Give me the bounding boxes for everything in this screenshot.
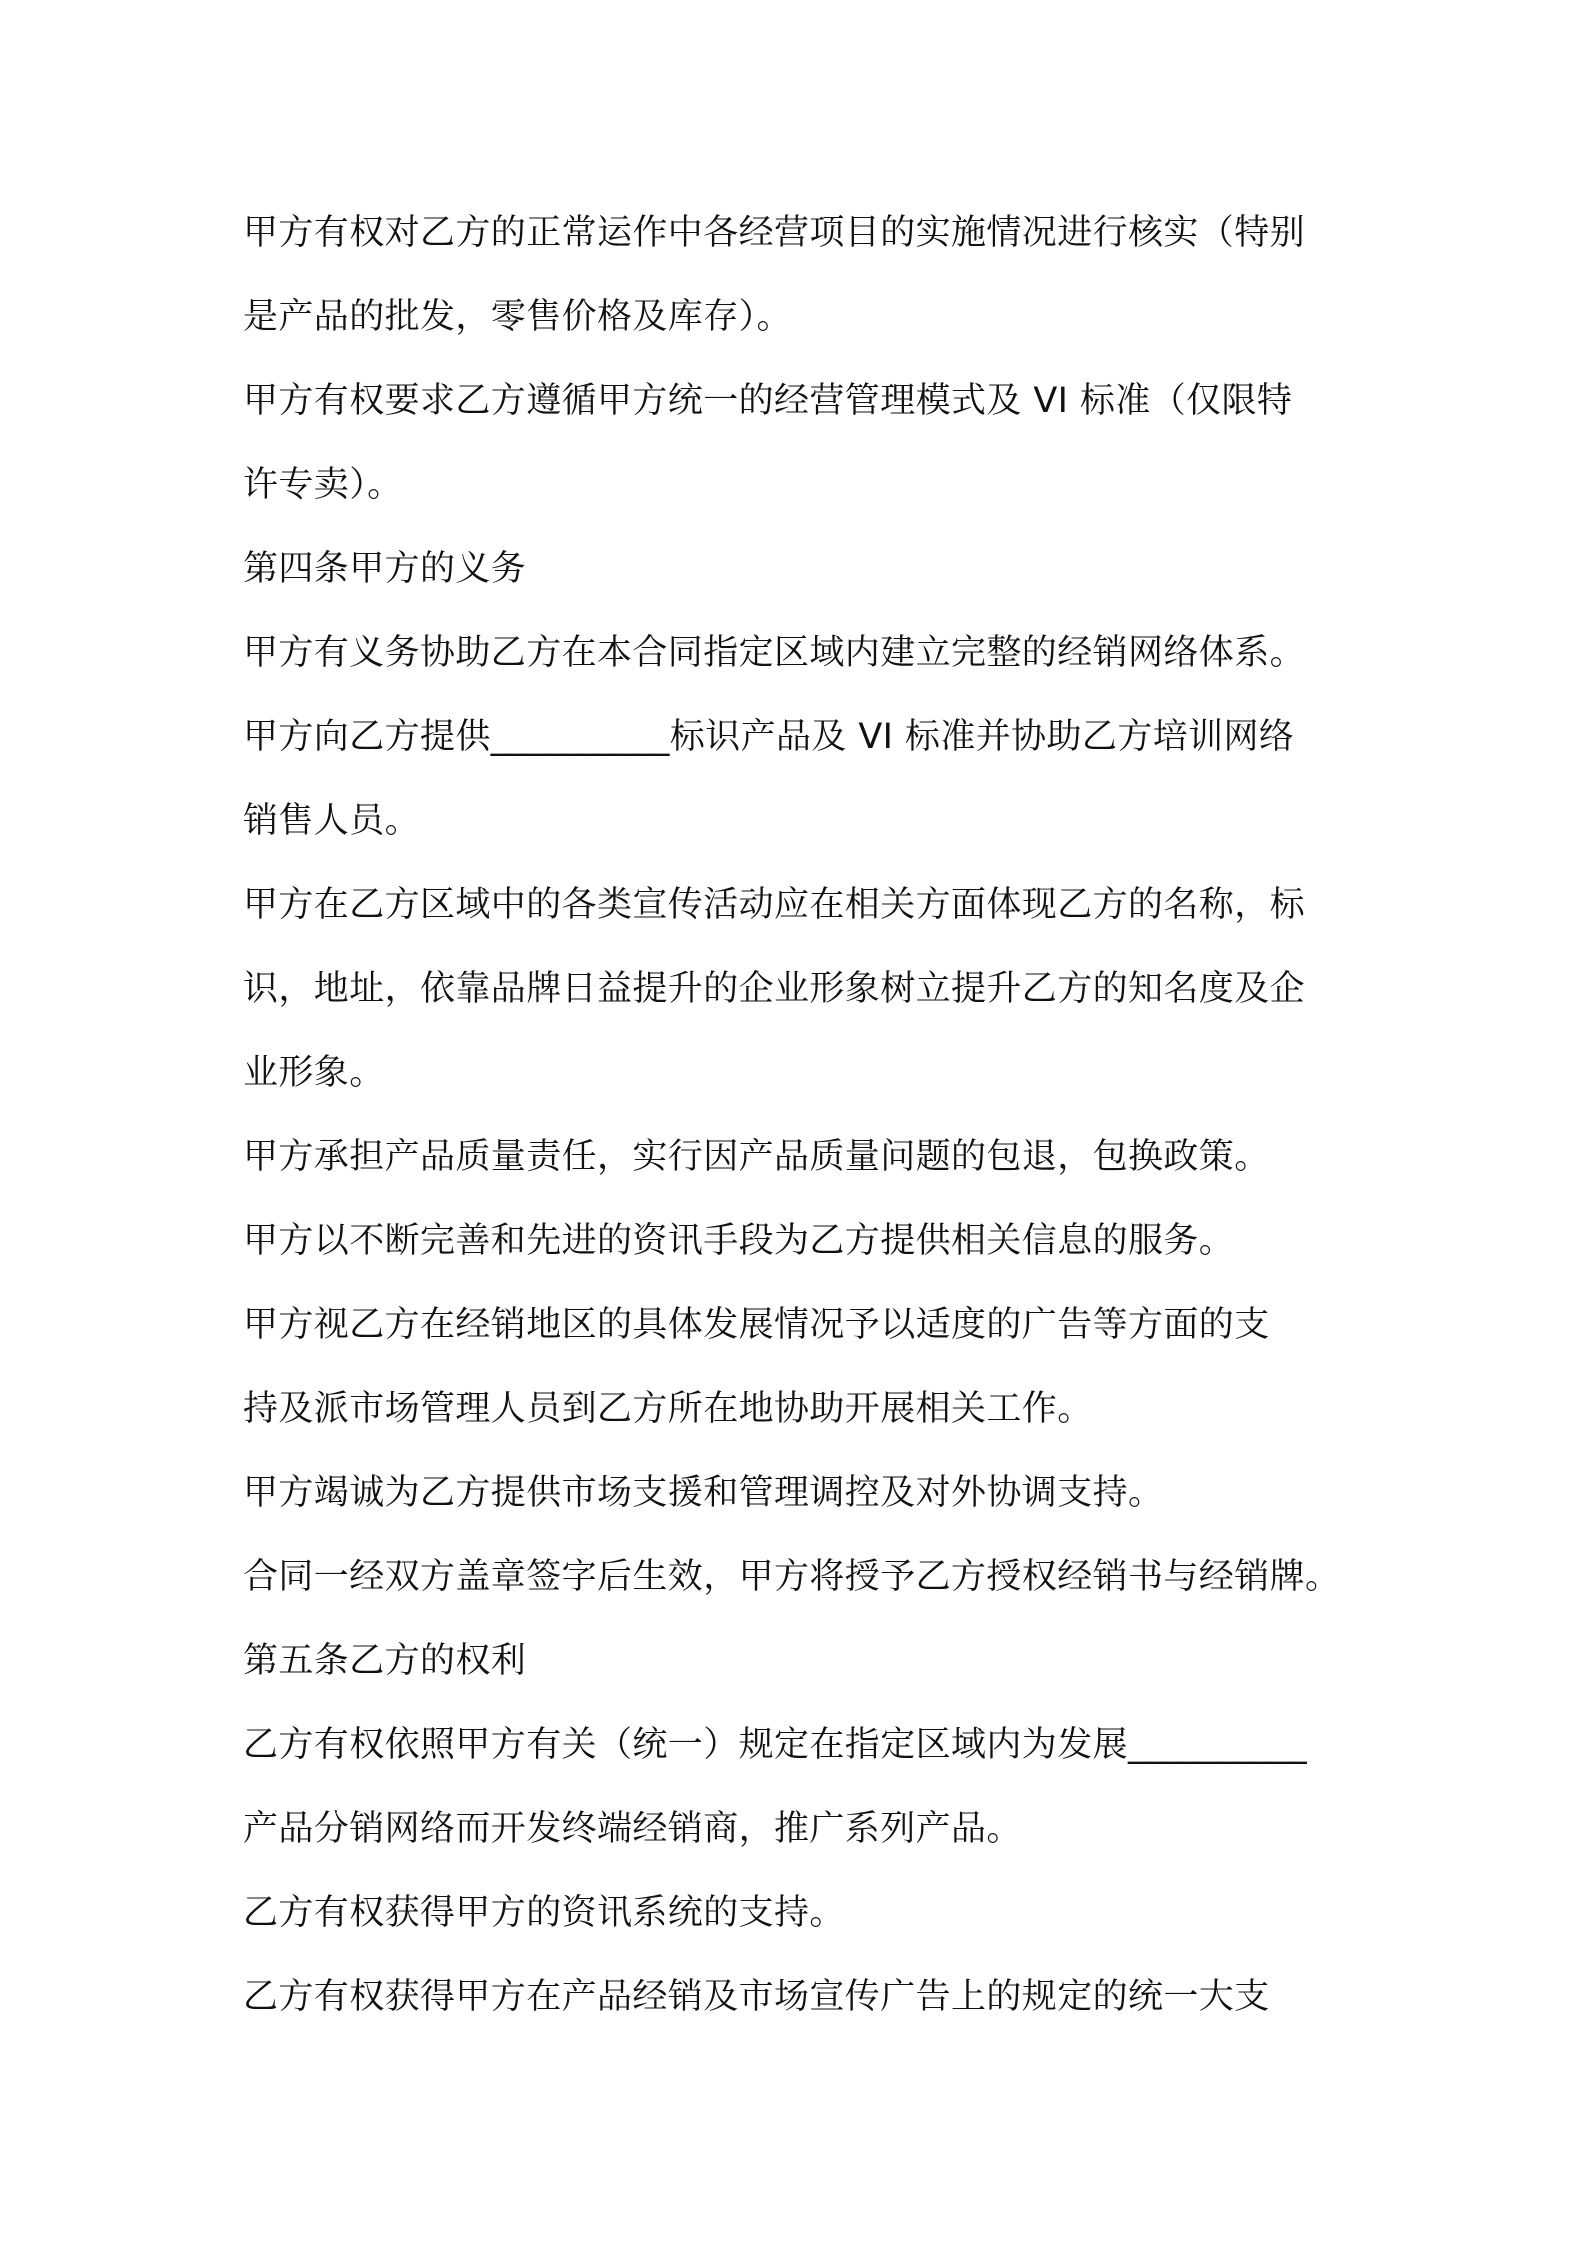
text-line: 合同一经双方盖章签字后生效，甲方将授予乙方授权经销书与经销牌。 <box>243 1557 1341 1597</box>
text-line: 是产品的批发，零售价格及库存）。 <box>243 297 792 337</box>
section-heading: 第四条甲方的义务 <box>243 549 527 589</box>
document-body <box>243 191 1393 2039</box>
text-line: 业形象。 <box>243 1053 385 1093</box>
text-line: 甲方承担产品质量责任，实行因产品质量问题的包退，包换政策。 <box>243 1137 1270 1177</box>
text-line: 持及派市场管理人员到乙方所在地协助开展相关工作。 <box>243 1389 1093 1429</box>
text-line: 识，地址，依靠品牌日益提升的企业形象树立提升乙方的知名度及企 <box>243 969 1306 1009</box>
text-line: 许专卖）。 <box>243 465 403 505</box>
text-line: 甲方有权要求乙方遵循甲方统一的经营管理模式及 VI 标准（仅限特 <box>243 381 1293 421</box>
section-heading: 第五条乙方的权利 <box>243 1641 527 1681</box>
text-line: 甲方有义务协助乙方在本合同指定区域内建立完整的经销网络体系。 <box>243 633 1306 673</box>
text-line: 甲方以不断完善和先进的资讯手段为乙方提供相关信息的服务。 <box>243 1221 1235 1261</box>
text-line: 销售人员。 <box>243 801 421 841</box>
text-line: 产品分销网络而开发终端经销商，推广系列产品。 <box>243 1809 1022 1849</box>
text-line: 甲方视乙方在经销地区的具体发展情况予以适度的广告等方面的支 <box>243 1305 1270 1345</box>
text-line: 乙方有权依照甲方有关（统一）规定在指定区域内为发展__________ <box>243 1725 1308 1765</box>
text-line: 甲方在乙方区域中的各类宣传活动应在相关方面体现乙方的名称，标 <box>243 885 1306 925</box>
text-line: 甲方向乙方提供__________标识产品及 VI 标准并协助乙方培训网络 <box>243 717 1295 757</box>
text-line: 乙方有权获得甲方的资讯系统的支持。 <box>243 1893 845 1933</box>
text-line: 甲方有权对乙方的正常运作中各经营项目的实施情况进行核实（特别 <box>243 213 1306 253</box>
text-line: 乙方有权获得甲方在产品经销及市场宣传广告上的规定的统一大支 <box>243 1977 1270 2017</box>
text-line: 甲方竭诚为乙方提供市场支援和管理调控及对外协调支持。 <box>243 1473 1164 1513</box>
